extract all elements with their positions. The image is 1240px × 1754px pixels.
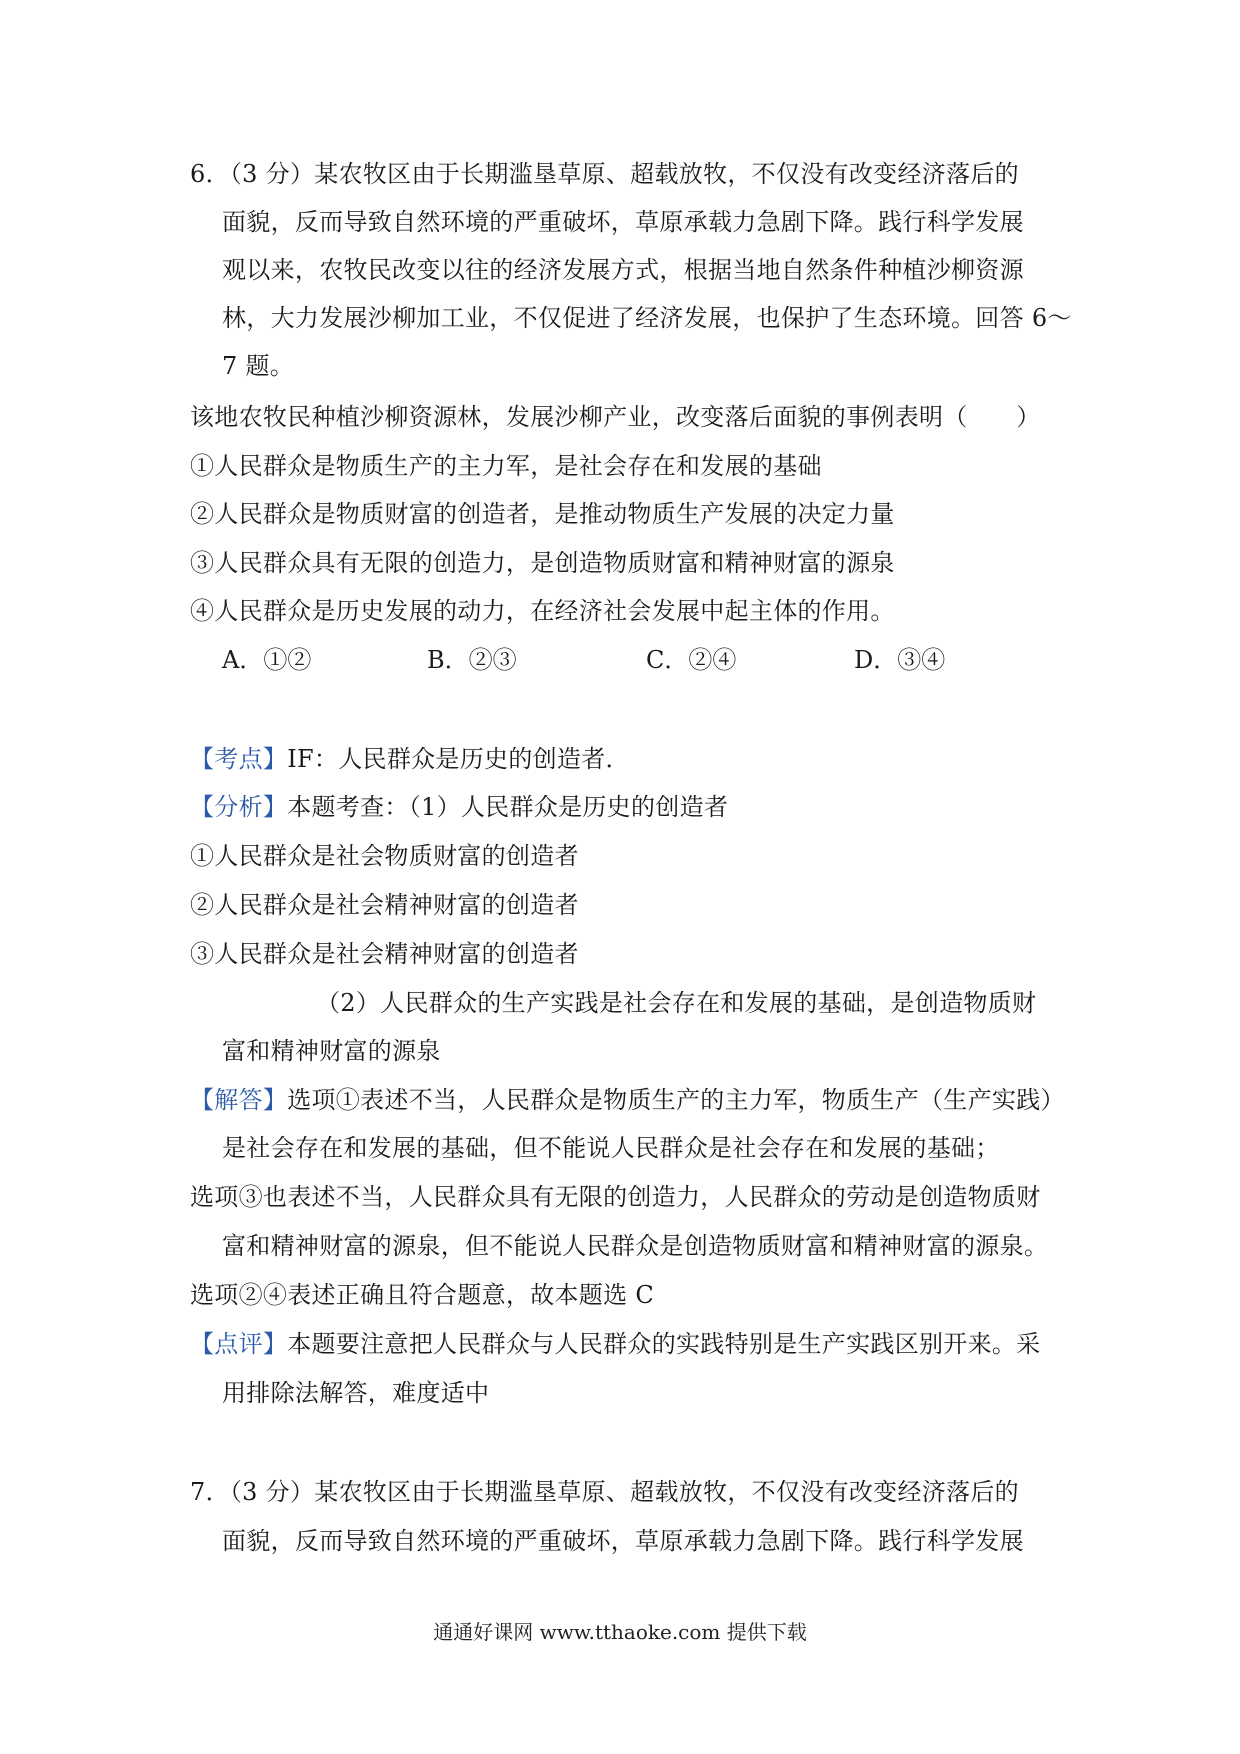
option-c: C．②④ <box>646 646 737 674</box>
option-d: D．③④ <box>854 646 946 674</box>
question-7-line-2: 面貌，反而导致自然环境的严重破坏，草原承载力急剧下降。践行科学发展 <box>222 1527 1024 1555</box>
statement-1: ①人民群众是物质生产的主力军，是社会存在和发展的基础 <box>190 452 822 480</box>
dianping-section <box>190 1328 1041 1360</box>
question-6-line-5: 7 题。 <box>222 352 295 380</box>
statement-2: ②人民群众是物质财富的创造者，是推动物质生产发展的决定力量 <box>190 500 895 528</box>
fenxi-text: 本题考查：（1）人民群众是历史的创造者 <box>287 793 729 821</box>
question-6-line-1: 6．（3 分）某农牧区由于长期滥垦草原、超载放牧，不仅没有改变经济落后的 <box>190 160 1019 188</box>
question-6-stem: 该地农牧民种植沙柳资源林，发展沙柳产业，改变落后面貌的事例表明（ ） <box>190 403 1041 431</box>
fenxi-line-1: ①人民群众是社会物质财富的创造者 <box>190 842 579 870</box>
jieda-line-4: 选项②④表述正确且符合题意，故本题选 C <box>190 1281 654 1309</box>
fenxi-line-5: 富和精神财富的源泉 <box>222 1037 441 1065</box>
question-6-line-4: 林，大力发展沙柳加工业，不仅促进了经济发展，也保护了生态环境。回答 6～ <box>222 304 1072 332</box>
question-6-line-3: 观以来，农牧民改变以往的经济发展方式，根据当地自然条件种植沙柳资源 <box>222 256 1024 284</box>
jieda-line-2: 选项③也表述不当，人民群众具有无限的创造力，人民群众的劳动是创造物质财 <box>190 1183 1041 1211</box>
kaodian-section <box>190 743 630 775</box>
question-7-line-1: 7．（3 分）某农牧区由于长期滥垦草原、超载放牧，不仅没有改变经济落后的 <box>190 1478 1019 1506</box>
statement-3: ③人民群众具有无限的创造力，是创造物质财富和精神财富的源泉 <box>190 549 895 577</box>
fenxi-tag: 【分析】 <box>190 793 288 821</box>
fenxi-line-2: ②人民群众是社会精神财富的创造者 <box>190 891 579 919</box>
fenxi-line-3: ③人民群众是社会精神财富的创造者 <box>190 940 579 968</box>
kaodian-tag: 【考点】 <box>190 745 288 773</box>
question-6-line-2: 面貌，反而导致自然环境的严重破坏，草原承载力急剧下降。践行科学发展 <box>222 208 1024 236</box>
jieda-section <box>190 1084 1065 1116</box>
jieda-text: 选项①表述不当，人民群众是物质生产的主力军，物质生产（生产实践） <box>287 1086 1065 1114</box>
option-a: A．①② <box>222 646 312 674</box>
kaodian-text: IF：人民群众是历史的创造者． <box>287 745 630 773</box>
dianping-line-2: 用排除法解答，难度适中 <box>222 1379 490 1407</box>
jieda-tag: 【解答】 <box>190 1086 288 1114</box>
dianping-tag: 【点评】 <box>190 1330 288 1358</box>
fenxi-section <box>190 791 728 823</box>
dianping-text: 本题要注意把人民群众与人民群众的实践特别是生产实践区别开来。采 <box>287 1330 1041 1358</box>
fenxi-line-4: （2）人民群众的生产实践是社会存在和发展的基础，是创造物质财 <box>316 989 1037 1017</box>
jieda-line-3: 富和精神财富的源泉，但不能说人民群众是创造物质财富和精神财富的源泉。 <box>222 1232 1049 1260</box>
page-footer: 通通好课网 www.tthaoke.com 提供下载 <box>433 1620 807 1644</box>
option-b: B．②③ <box>427 646 517 674</box>
jieda-line-1: 是社会存在和发展的基础，但不能说人民群众是社会存在和发展的基础； <box>222 1134 1000 1162</box>
statement-4: ④人民群众是历史发展的动力，在经济社会发展中起主体的作用。 <box>190 597 895 625</box>
